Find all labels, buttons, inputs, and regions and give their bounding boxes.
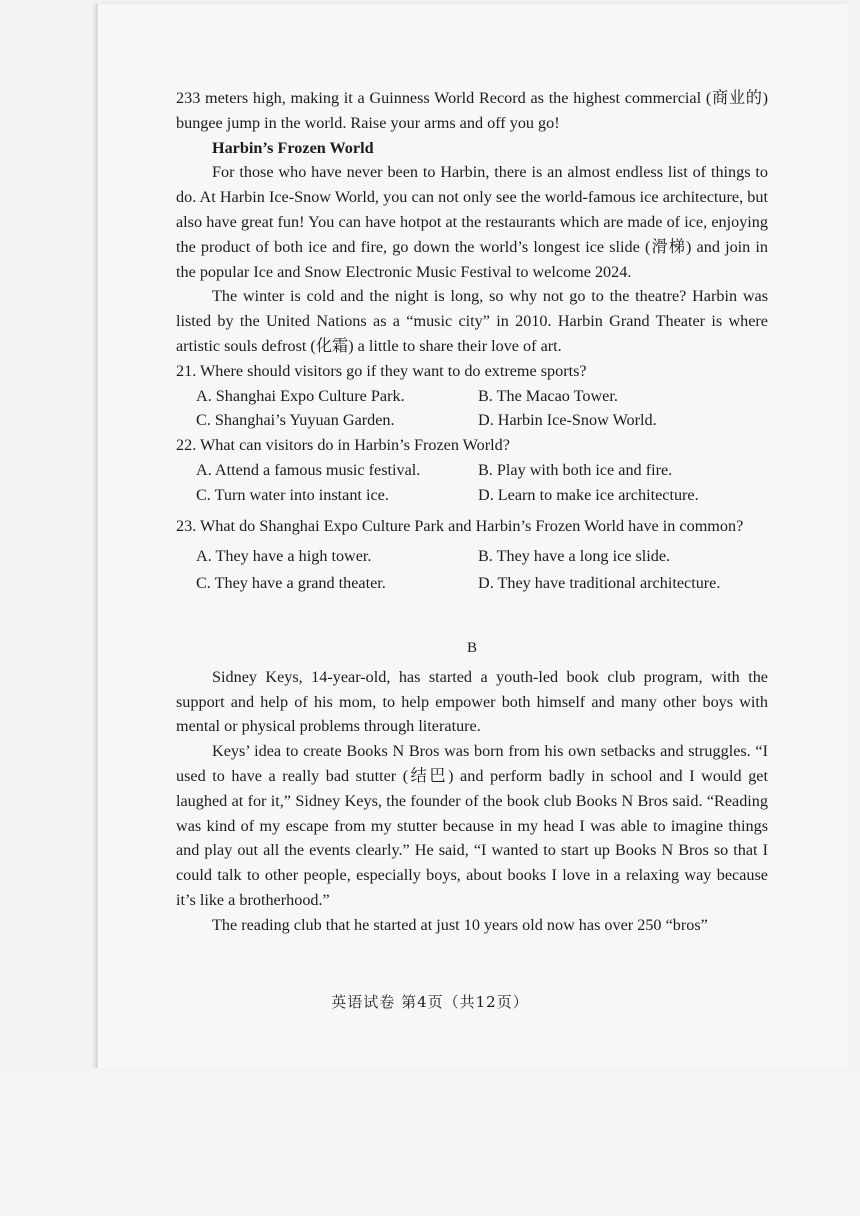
section-b-label: B <box>466 639 477 656</box>
section-heading: Harbin’s Frozen World <box>212 138 374 157</box>
option-22-c: C. Turn water into instant ice. <box>196 485 389 504</box>
option-23-a: A. They have a high tower. <box>196 547 372 566</box>
question-23-options <box>196 544 768 596</box>
page-footer: 英语试卷 第4页（共12页） <box>331 993 529 1011</box>
option-21-d: D. Harbin Ice-Snow World. <box>478 411 657 430</box>
question-21-options <box>196 384 768 434</box>
option-22-d: D. Learn to make ice architecture. <box>478 485 699 504</box>
option-23-c: C. They have a grand theater. <box>196 574 386 593</box>
question-23-stem: 23. What do Shanghai Expo Culture Park and Harbin’s Frozen World have in common? <box>176 516 744 535</box>
option-22-a: A. Attend a famous music festival. <box>196 460 421 479</box>
option-23-d: D. They have traditional architecture. <box>478 574 721 593</box>
option-21-b: B. The Macao Tower. <box>478 386 618 405</box>
intro-paragraph: 233 meters high, making it a Guinness World Record as the highest commercial (商业的) bungee jump in the world. Raise your arms and off you go! <box>176 89 768 132</box>
option-21-c: C. Shanghai’s Yuyuan Garden. <box>196 411 395 430</box>
question-22-options <box>196 458 768 508</box>
option-21-a: A. Shanghai Expo Culture Park. <box>196 386 405 405</box>
keys-paragraph-3: The reading club that he started at just 10 years old now has over 250 “bros” <box>212 915 708 934</box>
harbin-paragraph-2: The winter is cold and the night is long, so why not go to the theatre? Harbin was listed by the United Nations as a “music city” in 2010. Harbin Grand Theater is where artistic souls defrost (化霜) a little to share their love of art. <box>176 287 768 355</box>
scan-background <box>0 1068 860 1216</box>
harbin-paragraph-1: For those who have never been to Harbin, there is an almost endless list of things to do. At Harbin Ice-Snow World, you can not only see the world-famous ice architecture, but also have great fun! You can have hotpot at the restaurants which are made of ice, enjoying the product of both ice and fire, go down the world’s longest ice slide (滑梯) and join in the popular Ice and Snow Electronic Music Festival to welcome 2024. <box>176 163 768 281</box>
option-23-b: B. They have a long ice slide. <box>478 547 671 566</box>
question-21-stem: 21. Where should visitors go if they want to do extreme sports? <box>176 361 587 380</box>
page-content <box>176 86 768 938</box>
option-22-b: B. Play with both ice and fire. <box>478 460 673 479</box>
paper-edge <box>96 4 98 1068</box>
question-22-stem: 22. What can visitors do in Harbin’s Frozen World? <box>176 436 510 455</box>
keys-paragraph-2: Keys’ idea to create Books N Bros was born from his own setbacks and struggles. “I used to have a really bad stutter (结巴) and perform badly in school and I would get laughed at for it,” Sidney Keys, the founder of the book club Books N Bros said. “Reading was kind of my escape from my stutter because in my head I was able to imagine things and play out all the events clearly.” He said, “I wanted to start up Books N Bros so that I could talk to other people, especially boys, about books I love in a relaxing way because it’s like a brotherhood.” <box>176 742 768 909</box>
keys-paragraph-1: Sidney Keys, 14-year-old, has started a youth-led book club program, with the support and help of his mom, to help empower both himself and many other boys with mental or physical problems through literature. <box>176 667 768 736</box>
